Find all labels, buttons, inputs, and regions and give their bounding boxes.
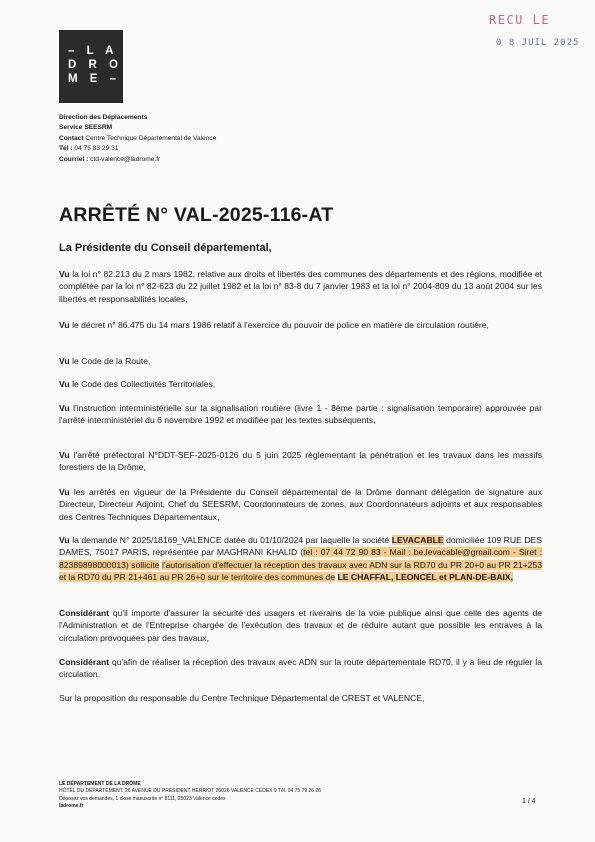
contact-label: Contact	[59, 134, 84, 142]
paragraph-text: qu'afin de réaliser la réception des travaux avec ADN sur la route départementale RD70, il y a lieu de réguler la circulation,	[59, 657, 542, 680]
footer-website: ladrome.fr	[59, 802, 84, 809]
contact-block	[59, 113, 216, 165]
footer-mail-info: Déposez vos demandes, 1 close manuscrite n° 8111, 25023 Valence cedex	[59, 795, 226, 802]
highlighted-text: tel : 07 44 72 90 83 - Mail : be.levacable@gmail.com - Siret : 82389898000013) sollicite	[59, 547, 542, 570]
paragraph-considerant-securite	[59, 607, 542, 644]
highlighted-text: l'autorisation d'effectuer la réception des travaux avec ADN sur la RD70 du PR 20+0 au PR 21+253 et la RD70 du PR 21+461 au PR 26+0 sur le territoire des communes de	[59, 559, 543, 583]
logo-line: – L A	[68, 45, 118, 57]
paragraph-text: le Code de la Route,	[72, 356, 151, 366]
contact-name: Centre Technique Départemental de Valence	[85, 134, 217, 142]
footer-address: HÔTEL DU DÉPARTEMENT, 26 AVENUE DU PRÉSIDENT HERRIOT 26026 VALENCE CEDEX 9 Tél. 04 75 79 26 26	[59, 788, 322, 795]
email-label: Courriel :	[59, 155, 89, 163]
paragraph-text: le décret n° 86.475 du 14 mars 1986 relatif à l'exercice du pouvoir de police en matière de circulation routière,	[72, 320, 489, 330]
paragraph-text: la loi n° 82.213 du 2 mars 1982, relative aux droits et libertés des communes des départements et des régions, modifiée et complétée par la loi n° 82-623 du 22 juillet 1982 et la loi n° 83-8 du 7 janvier 1983 et la loi n° 2004-809 du 13 août 2004 sur les libertés et responsabilités locales,	[59, 269, 542, 304]
paragraph-vu-code-route	[59, 355, 542, 367]
page-footer	[59, 781, 321, 810]
direction-name: Direction des Déplacements	[59, 114, 148, 121]
paragraph-lead: Vu	[59, 450, 70, 460]
service-name: SEESRM	[84, 124, 113, 132]
paragraph-vu-instruction	[59, 402, 542, 427]
paragraph-text: qu'il importe d'assurer la sécurité des usagers et riverains de la voie publique ainsi que celle des agents de l'Administration et de l'Entreprise chargée de l'exécution des travaux et de réduire autant que possible les entraves à la circulation provoquées par des travaux,	[59, 608, 542, 643]
company-name: LEVACABLE	[391, 535, 444, 545]
paragraph-text: les arrêtés en vigueur de la Présidente du Conseil départemental de la Drôme donnant délégation de signature aux Directeur, Directeur Adjoint, Chef du SEESRM, Coordonnateurs de zones, aux Coordonnateurs adjoints et aux responsables des Centres Techniques Départementaux,	[59, 487, 543, 522]
paragraph-vu-arrete-prefectoral	[59, 449, 542, 474]
paragraph-lead: Vu	[59, 535, 70, 545]
paragraph-vu-delegation	[59, 486, 542, 523]
document-title: ARRÊTÉ N° VAL-2025-116-AT	[59, 204, 334, 226]
paragraph-text: le Code des Collectivités Territoriales,	[72, 379, 216, 389]
email-address: ctd-valence@ladrome.fr	[90, 155, 161, 163]
paragraph-lead: Vu	[59, 379, 70, 389]
paragraph-lead: Considérant	[59, 608, 110, 618]
received-stamp: RECU LE	[489, 13, 551, 27]
towns-list: LE CHAFFAL, LEONCEL et PLAN-DE-BAIX,	[337, 572, 514, 583]
logo-line: D R O	[68, 59, 123, 71]
paragraph-considerant-reception	[59, 656, 542, 681]
paragraph-lead: Vu	[59, 487, 70, 497]
paragraph-proposition	[59, 692, 542, 704]
paragraph-vu-decret	[59, 319, 542, 331]
paragraph-text: l'arrêté préfectoral N°DDT-SEF-2025-0126 du 5 juin 2025 règlementant la pénétration et les travaux dans les massifs forestiers de la Drôme,	[59, 450, 543, 473]
footer-org: LE DÉPARTEMENT DE LA DRÔME	[59, 781, 141, 787]
paragraph-text: l'instruction interministérielle sur la signalisation routière (livre 1 - 8ème partie : signalisation temporaire) approuvée par l'arrêté interministériel du 6 novembre 1992 et modifiée par les textes subséquents,	[59, 403, 543, 426]
tel-label: Tél :	[59, 145, 73, 153]
paragraph-vu-demande	[59, 534, 542, 584]
paragraph-lead: Vu	[59, 403, 70, 413]
paragraph-text: la demande N° 2025/18169_VALENCE datée du 01/10/2024 par laquelle la société	[72, 535, 390, 545]
paragraph-lead: Considérant	[59, 657, 110, 667]
greeting-heading: La Présidente du Conseil départemental,	[59, 242, 272, 254]
received-stamp-date: 0 8 JUIL 2025	[496, 38, 580, 48]
paragraph-lead: Vu	[59, 269, 70, 279]
paragraph-lead: Vu	[59, 356, 70, 366]
paragraph-text: domiciliée 109 RUE DES DAMES, 75017 PARIS, représentée par MAGHRANI KHALID (	[59, 535, 543, 558]
logo-line: M E –	[68, 73, 121, 85]
la-drome-logo	[59, 30, 123, 103]
tel-number: 04 75 83 29 31	[74, 145, 119, 153]
paragraph-lead: Vu	[59, 320, 70, 330]
paragraph-text: Sur la proposition du responsable du Centre Technique Départemental de CREST et VALENCE,	[59, 693, 425, 703]
page-number: 1 / 4	[522, 798, 536, 805]
service-label: Service	[59, 124, 83, 132]
paragraph-vu-loi	[59, 268, 542, 305]
paragraph-vu-code-collectivites	[59, 378, 542, 390]
